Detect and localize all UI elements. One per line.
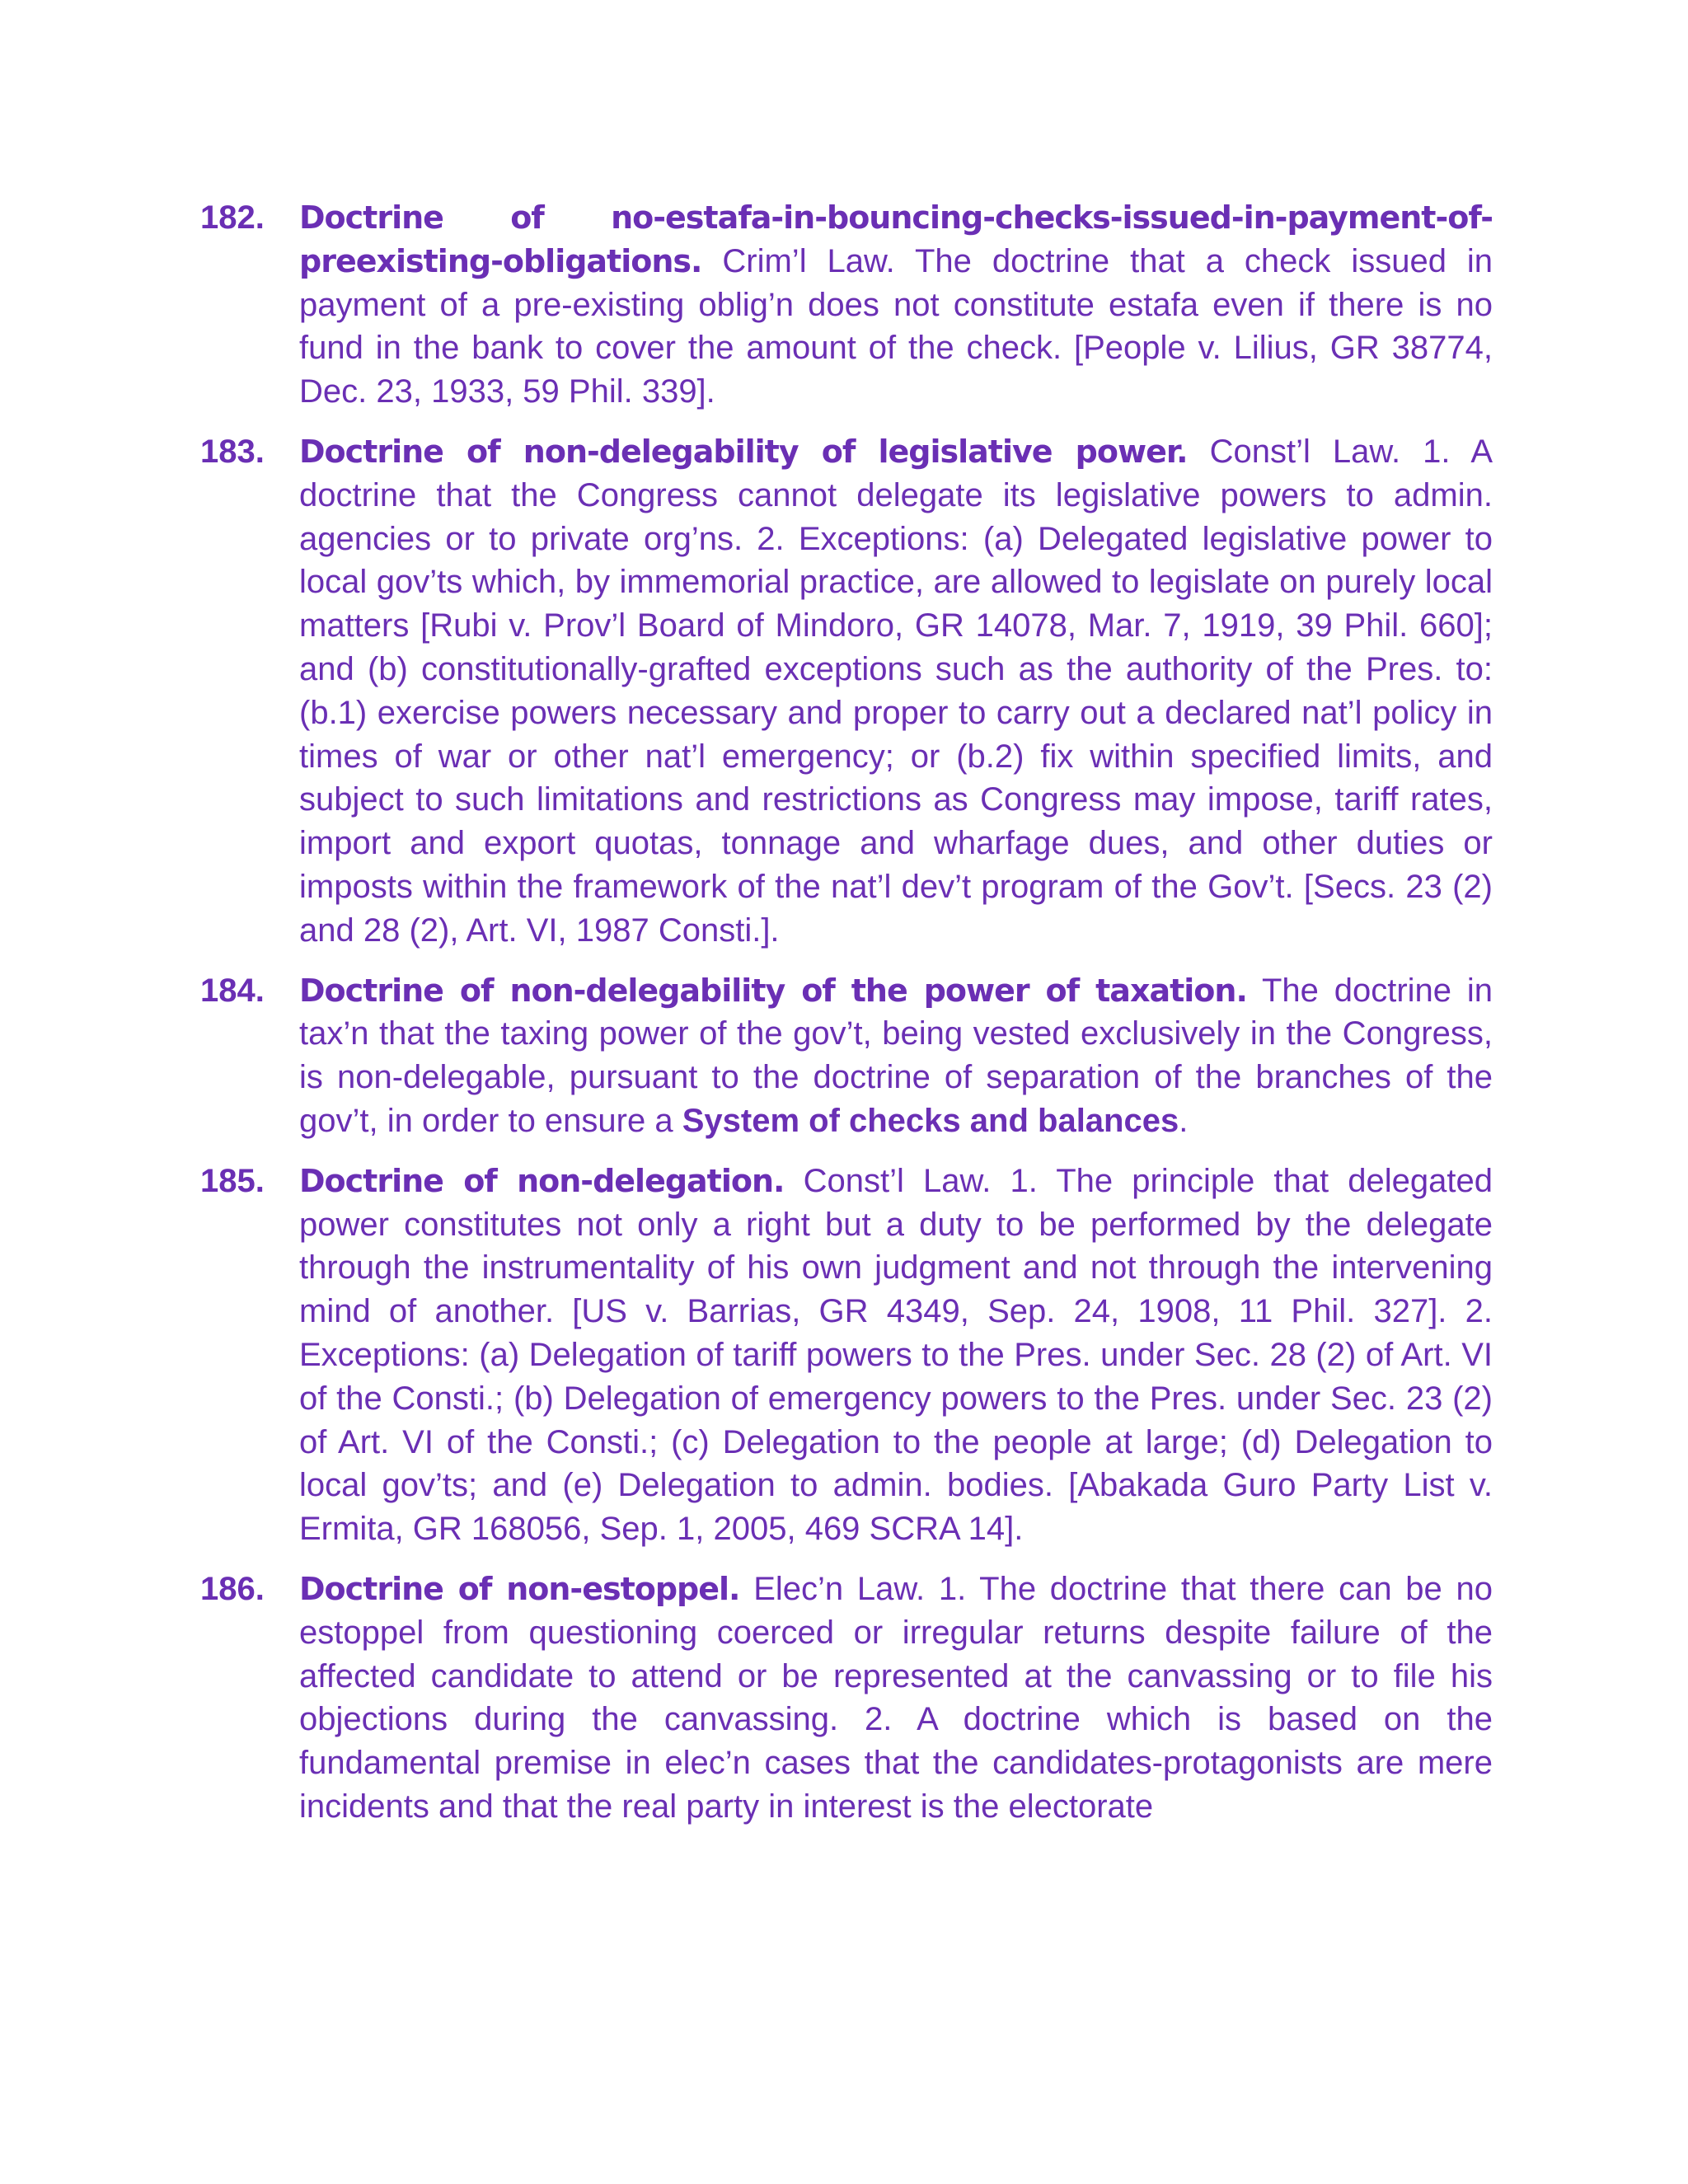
entry-term-line — [299, 196, 1493, 240]
dictionary-page — [200, 196, 1493, 1845]
entry-number: 186. — [200, 1570, 265, 1607]
entry-term-word: of — [510, 199, 544, 236]
entry-definition: The doctrine in tax’n that the taxing power of the gov’t, being vested exclusively in the Congress, is non-delegable, pursuant to the doctrine of separation of the branches of the gov’t, in order to ensure a — [299, 972, 1493, 1139]
entry-186 — [200, 1568, 1493, 1829]
entry-185 — [200, 1160, 1493, 1551]
entry-184 — [200, 969, 1493, 1143]
entry-term-word: no-estafa-in-bouncing-checks-issued-in-payment-of- — [611, 199, 1493, 236]
entry-term: Doctrine of non-delegation. — [299, 1162, 785, 1199]
entry-definition: Elec’n Law. 1. The doctrine that there can be no estoppel from questioning coerced or irregular returns despite failure of the affected candidate to attend or be represented at the canvassing or to file his objections during the canvassing. 2. A doctrine which is based on the fundamental premise in elec’n cases that the candidates-protagonists are mere incidents and that the real party in interest is the electorate — [299, 1570, 1493, 1825]
entry-definition: Const’l Law. 1. The principle that delegated power constitutes not only a right but a duty to be performed by the delegate through the instrumentality of his own judgment and not through the intervening mind of another. [US v. Barrias, GR 4349, Sep. 24, 1908, 11 Phil. 327]. 2. Exceptions: (a) Delegation of tariff powers to the Pres. under Sec. 28 (2) of Art. VI of the Consti.; (b) Delegation of emergency powers to the Pres. under Sec. 23 (2) of Art. VI of the Consti.; (c) Delegation to the people at large; (d) Delegation to local gov’ts; and (e) Delegation to admin. bodies. [Abakada Guro Party List v. Ermita, GR 168056, Sep. 1, 2005, 469 SCRA 14]. — [299, 1162, 1493, 1548]
entry-definition-tail: . — [1179, 1102, 1189, 1139]
entry-term: Doctrine of non-delegability of legislative power. — [299, 433, 1188, 470]
entry-term: Doctrine of non-delegability of the power of taxation. — [299, 972, 1247, 1009]
entry-182 — [200, 196, 1493, 414]
entry-term: Doctrine of non-estoppel. — [299, 1570, 740, 1607]
entry-183 — [200, 430, 1493, 953]
entry-definition: Const’l Law. 1. A doctrine that the Congress cannot delegate its legislative powers to admin. agencies or to private org’ns. 2. Exceptions: (a) Delegated legislative power to local gov’ts which, by immemorial practice, are allowed to legislate on purely local matters [Rubi v. Prov’l Board of Mindoro, GR 14078, Mar. 7, 1919, 39 Phil. 660]; and (b) constitutionally-grafted exceptions such as the authority of the Pres. to: (b.1) exercise powers necessary and proper to carry out a declared nat’l policy in times of war or other nat’l emergency; or (b.2) fix within specified limits, and subject to such limitations and restrictions as Congress may impose, tariff rates, import and export quotas, tonnage and wharfage dues, and other duties or imposts within the framework of the nat’l dev’t program of the Gov’t. [Secs. 23 (2) and 28 (2), Art. VI, 1987 Consti.]. — [299, 433, 1493, 949]
entry-term-word: Doctrine — [299, 199, 443, 236]
entry-number: 183. — [200, 433, 265, 470]
cross-reference-term: System of checks and balances — [682, 1102, 1179, 1139]
entry-definition: Crim’l Law. The doctrine that a check issued in payment of a pre-existing oblig’n does not constitute estafa even if there is no fund in the bank to cover the amount of the check. [People v. Lilius, GR 38774, Dec. 23, 1933, 59 Phil. 339]. — [299, 242, 1493, 410]
entry-term: preexisting-obligations. — [299, 242, 702, 279]
entry-number: 185. — [200, 1162, 265, 1199]
entry-number: 182. — [200, 199, 265, 236]
entry-number: 184. — [200, 972, 265, 1009]
